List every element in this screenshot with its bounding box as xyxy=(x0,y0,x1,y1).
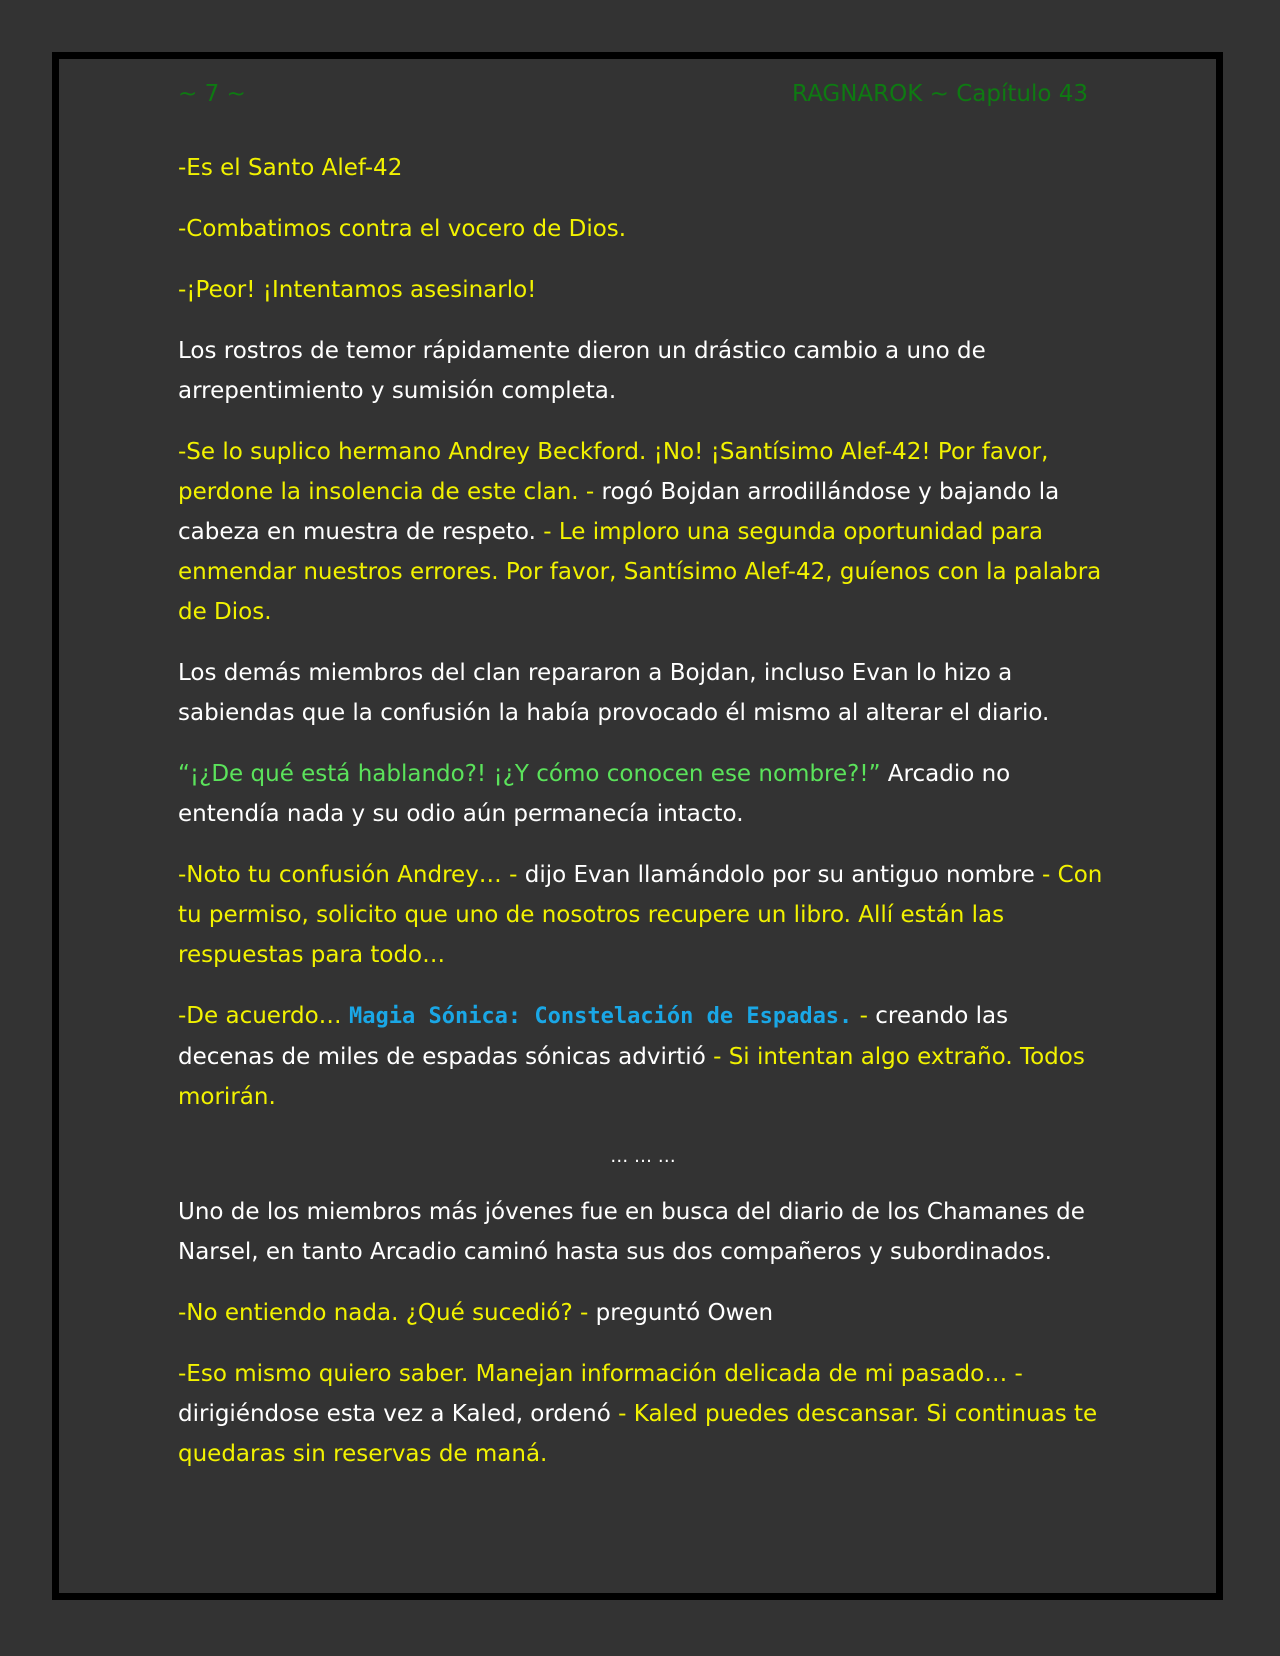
narration-text: preguntó Owen xyxy=(595,1300,774,1326)
narration-text: rogó Bojdan arrodillándose y bajando la cabeza en muestra de respeto. xyxy=(178,479,1060,545)
narration-text: Uno de los miembros más jóvenes fue en busca del diario de los Chamanes de Narsel, en tanto Arcadio caminó hasta sus dos compañeros y subordinados. xyxy=(178,1199,1085,1265)
narration-text: creando las decenas de miles de espadas sónicas advirtió xyxy=(178,1003,1009,1070)
dialogue-text: - Con tu permiso, solicito que uno de nosotros recupere un libro. Allí están las respuestas para todo… xyxy=(178,862,1103,968)
dialogue-text: - xyxy=(852,1003,876,1029)
narration-text: dijo Evan llamándolo por su antiguo nombre xyxy=(524,862,1043,888)
narration-text: Los rostros de temor rápidamente dieron un drástico cambio a uno de arrepentimiento y sumisión completa. xyxy=(178,338,986,404)
running-header xyxy=(178,78,1088,110)
chapter-text xyxy=(178,148,1108,1495)
running-title: RAGNAROK ~ Capítulo 43 xyxy=(792,81,1088,107)
paragraph xyxy=(178,270,1108,310)
narration-text: … … … xyxy=(610,1146,676,1167)
dialogue-text: -Se lo suplico hermano Andrey Beckford. ¡No! ¡Santísimo Alef-42! Por favor, perdone la insolencia de este clan. - xyxy=(178,439,1049,505)
dialogue-text: - Le imploro una segunda oportunidad para enmendar nuestros errores. Por favor, Santísimo Alef-42, guíenos con la palabra de Dios. xyxy=(178,519,1102,625)
dialogue-text: -Eso mismo quiero saber. Manejan información delicada de mi pasado… - xyxy=(178,1361,1023,1387)
paragraph xyxy=(178,653,1108,733)
spell-name: Magia Sónica: Constelación de Espadas. xyxy=(348,1004,853,1029)
paragraph xyxy=(178,432,1108,632)
dialogue-text: -Noto tu confusión Andrey… - xyxy=(178,862,525,888)
paragraph xyxy=(178,209,1108,249)
dialogue-text: -Combatimos contra el vocero de Dios. xyxy=(178,216,627,242)
paragraph xyxy=(178,855,1108,975)
dialogue-text: - Kaled puedes descansar. Si continuas te quedaras sin reservas de maná. xyxy=(178,1401,1098,1467)
scene-break xyxy=(178,1138,1108,1172)
paragraph xyxy=(178,148,1108,188)
narration-text: Arcadio no entendía nada y su odio aún permanecía intacto. xyxy=(178,761,1011,827)
paragraph xyxy=(178,754,1108,834)
paragraph xyxy=(178,1293,1108,1333)
dialogue-text: -¡Peor! ¡Intentamos asesinarlo! xyxy=(178,277,537,303)
paragraph xyxy=(178,996,1108,1117)
dialogue-text: - Si intentan algo extraño. Todos morirán. xyxy=(178,1044,1085,1110)
thought-text: “¡¿De qué está hablando?! ¡¿Y cómo conocen ese nombre?!” xyxy=(178,761,881,787)
dialogue-text: -No entiendo nada. ¿Qué sucedió? - xyxy=(178,1300,596,1326)
narration-text: dirigiéndose esta vez a Kaled, ordenó xyxy=(178,1401,619,1427)
paragraph xyxy=(178,1192,1108,1272)
dialogue-text: -Es el Santo Alef-42 xyxy=(178,155,403,181)
dialogue-text: -De acuerdo… xyxy=(178,1003,349,1029)
narration-text: Los demás miembros del clan repararon a Bojdan, incluso Evan lo hizo a sabiendas que la confusión la había provocado él mismo al alterar el diario. xyxy=(178,660,1050,726)
paragraph xyxy=(178,331,1108,411)
page-number: ~ 7 ~ xyxy=(178,81,246,107)
paragraph xyxy=(178,1354,1108,1474)
